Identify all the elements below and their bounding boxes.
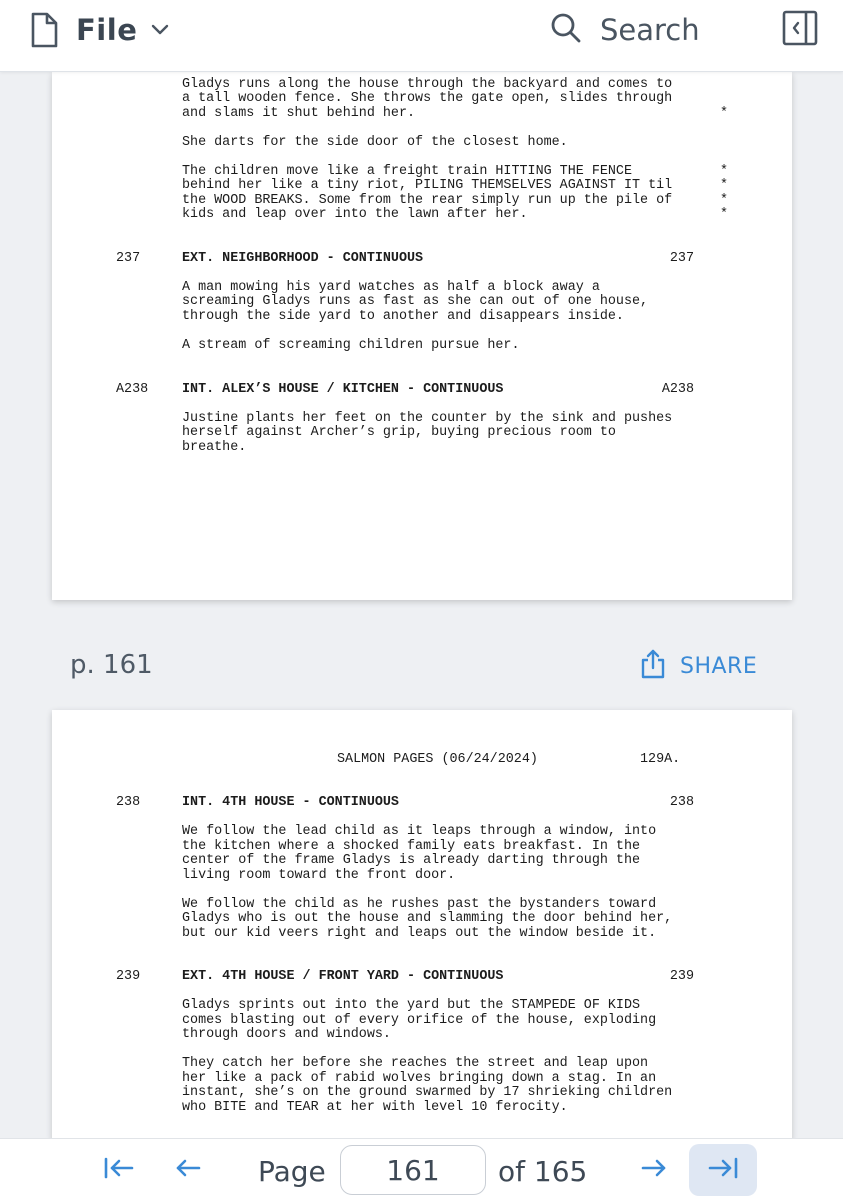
- toggle-panel-button[interactable]: [780, 10, 820, 50]
- scene-number-right: 238: [669, 795, 694, 810]
- scene-number-left: 238: [116, 795, 141, 810]
- pager-bar: [0, 1138, 843, 1200]
- search-icon: [550, 12, 582, 49]
- script-page-number: 129A.: [640, 752, 681, 767]
- share-label: SHARE: [680, 653, 758, 679]
- action-line: through doors and windows.: [182, 1027, 391, 1042]
- action-line: They catch her before she reaches the street and leap upon: [182, 1056, 649, 1071]
- first-page-button[interactable]: [96, 1147, 142, 1193]
- document-icon: [30, 12, 58, 48]
- revision-mark: *: [719, 106, 729, 121]
- action-line: The children move like a freight train HITTING THE FENCE: [182, 164, 632, 179]
- revision-mark: *: [719, 178, 729, 193]
- scene-heading: EXT. NEIGHBORHOOD - CONTINUOUS: [182, 251, 424, 266]
- page-label: p. 161: [70, 650, 153, 680]
- action-line: the kitchen where a shocked family eats breakfast. In the: [182, 839, 641, 854]
- share-icon: [640, 649, 666, 684]
- action-line: her like a pack of rabid wolves bringing down a stag. In an: [182, 1071, 657, 1086]
- scene-number-right: 237: [669, 251, 694, 266]
- total-pages-label: of 165: [498, 1155, 588, 1188]
- action-line: through the side yard to another and disappears inside.: [182, 309, 624, 324]
- scene-number-left: A238: [116, 382, 149, 397]
- action-line: A man mowing his yard watches as half a block away a: [182, 280, 600, 295]
- scene-number-left: 239: [116, 969, 141, 984]
- action-line: A stream of screaming children pursue her.: [182, 338, 520, 353]
- action-line: Gladys sprints out into the yard but the STAMPEDE OF KIDS: [182, 998, 641, 1013]
- previous-page-button[interactable]: [165, 1147, 211, 1193]
- top-toolbar: [0, 0, 843, 72]
- action-line: herself against Archer’s grip, buying precious room to: [182, 425, 616, 440]
- last-page-icon: [707, 1156, 739, 1185]
- action-line: instant, she’s on the ground swarmed by 17 shrieking children: [182, 1085, 673, 1100]
- revision-mark: *: [719, 164, 729, 179]
- chevron-down-icon: [151, 24, 169, 36]
- search-button[interactable]: [550, 10, 700, 50]
- last-page-button[interactable]: [689, 1144, 757, 1196]
- action-line: a tall wooden fence. She throws the gate open, slides through: [182, 91, 673, 106]
- action-line: center of the frame Gladys is already darting through the: [182, 853, 641, 868]
- scene-number-right: A238: [661, 382, 694, 397]
- action-line: We follow the child as he rushes past the bystanders toward: [182, 897, 657, 912]
- action-line: the WOOD BREAKS. Some from the rear simply run up the pile of: [182, 193, 673, 208]
- action-line: but our kid veers right and leaps out the window beside it.: [182, 926, 657, 941]
- scene-number-left: 237: [116, 251, 141, 266]
- action-line: She darts for the side door of the closest home.: [182, 135, 568, 150]
- action-line: breathe.: [182, 440, 247, 455]
- script-page-current: [52, 710, 792, 1140]
- next-page-button[interactable]: [631, 1147, 677, 1193]
- action-line: and slams it shut behind her.: [182, 106, 416, 121]
- scene-number-right: 239: [669, 969, 694, 984]
- action-line: comes blasting out of every orifice of the house, exploding: [182, 1013, 657, 1028]
- file-menu-button[interactable]: [30, 10, 169, 50]
- action-line: kids and leap over into the lawn after her.: [182, 207, 528, 222]
- action-line: behind her like a tiny riot, PILING THEMSELVES AGAINST IT til: [182, 178, 673, 193]
- page-word-label: Page: [258, 1155, 326, 1188]
- revision-page-header: SALMON PAGES (06/24/2024): [337, 752, 538, 767]
- page-number-input[interactable]: [340, 1145, 486, 1195]
- action-line: Justine plants her feet on the counter by the sink and pushes: [182, 411, 673, 426]
- action-line: who BITE and TEAR at her with level 10 ferocity.: [182, 1100, 568, 1115]
- sidebar-panel-icon: [782, 10, 818, 51]
- previous-page-icon: [174, 1156, 202, 1185]
- action-line: We follow the lead child as it leaps through a window, into: [182, 824, 657, 839]
- revision-mark: *: [719, 207, 729, 222]
- first-page-icon: [103, 1156, 135, 1185]
- action-line: Gladys who is out the house and slamming the door behind her,: [182, 911, 673, 926]
- action-line: living room toward the front door.: [182, 868, 456, 883]
- search-label: Search: [600, 13, 700, 47]
- scene-heading: EXT. 4TH HOUSE / FRONT YARD - CONTINUOUS: [182, 969, 504, 984]
- action-line: screaming Gladys runs as fast as she can out of one house,: [182, 294, 649, 309]
- scene-heading: INT. 4TH HOUSE - CONTINUOUS: [182, 795, 399, 810]
- scene-heading: INT. ALEX’S HOUSE / KITCHEN - CONTINUOUS: [182, 382, 504, 397]
- action-line: Gladys runs along the house through the backyard and comes to: [182, 77, 673, 92]
- share-button[interactable]: [640, 651, 757, 681]
- revision-mark: *: [719, 193, 729, 208]
- next-page-icon: [640, 1156, 668, 1185]
- script-page-previous: [52, 72, 792, 600]
- file-menu-label: File: [76, 13, 138, 47]
